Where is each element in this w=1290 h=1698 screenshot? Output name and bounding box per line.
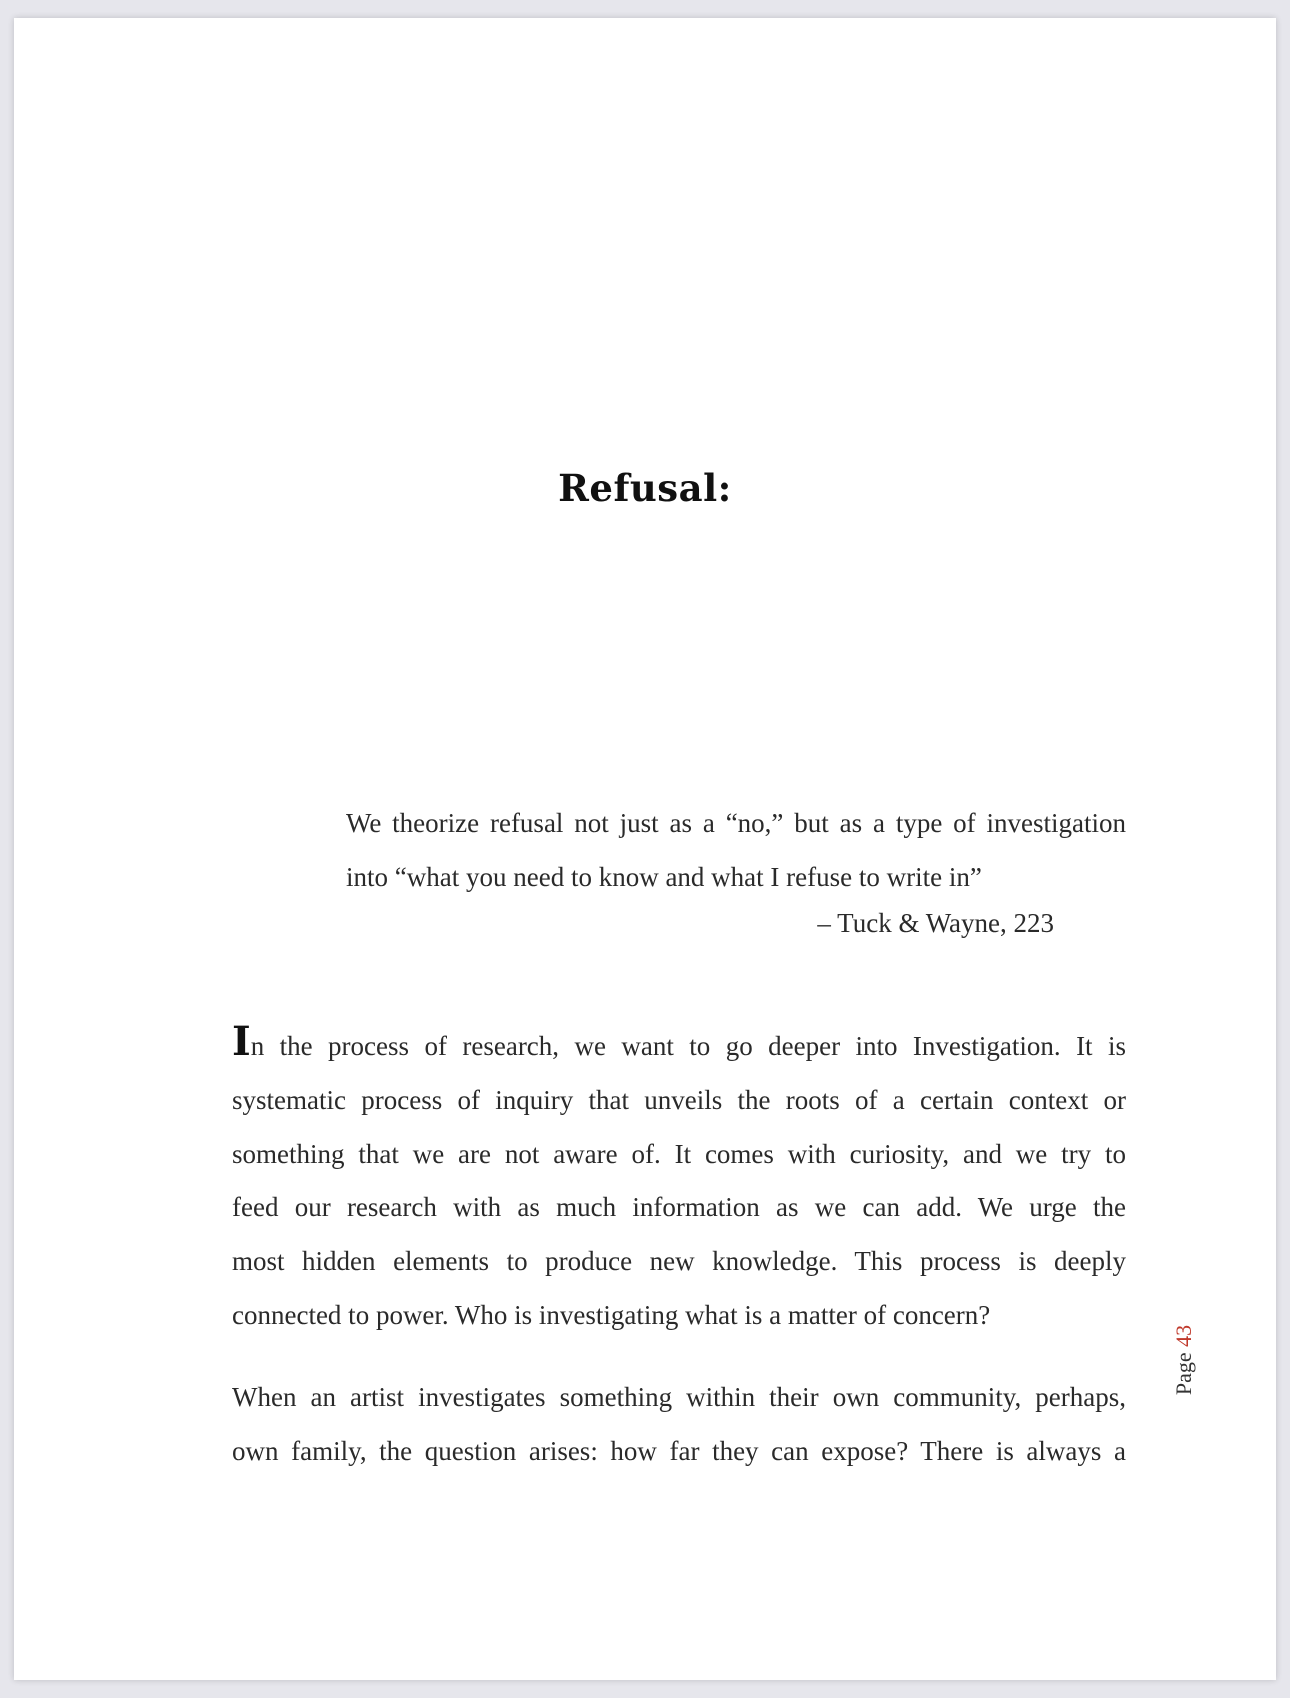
page-number-marker: [1164, 1300, 1204, 1420]
body-paragraph-2: [232, 1371, 1126, 1479]
paragraph-line: feed our research with as much information as we can add. We urge the: [232, 1192, 1126, 1223]
paragraph-line: most hidden elements to produce new knowledge. This process is deeply: [232, 1246, 1126, 1277]
page-title: Refusal:: [558, 466, 732, 510]
page-number-label: [1171, 1325, 1197, 1395]
drop-cap: I: [232, 1018, 251, 1065]
paragraph-line: own family, the question arises: how far they can expose? There is always a: [232, 1435, 1126, 1466]
document-page: [14, 18, 1276, 1680]
epigraph-line: We theorize refusal not just as a “no,” but as a type of investigation: [346, 808, 1126, 838]
page-number: 43: [1171, 1324, 1196, 1347]
epigraph-quote: [346, 796, 1126, 904]
page-label-text: Page: [1171, 1352, 1196, 1396]
paragraph-line: something that we are not aware of. It comes with curiosity, and we try to: [232, 1138, 1126, 1169]
paragraph-line: systematic process of inquiry that unveils the roots of a certain context or: [232, 1084, 1126, 1115]
paragraph-line: connected to power. Who is investigating what is a matter of concern?: [232, 1299, 991, 1330]
epigraph-line: into “what you need to know and what I refuse to write in”: [346, 862, 982, 892]
paragraph-line: [232, 1015, 1126, 1074]
body-paragraph-1: [232, 1015, 1126, 1343]
paragraph-line-text: n the process of research, we want to go deeper into Investigation. It is: [250, 1031, 1126, 1061]
paragraph-line: When an artist investigates something within their own community, perhaps,: [232, 1382, 1126, 1412]
epigraph-attribution: – Tuck & Wayne, 223: [817, 908, 1054, 938]
